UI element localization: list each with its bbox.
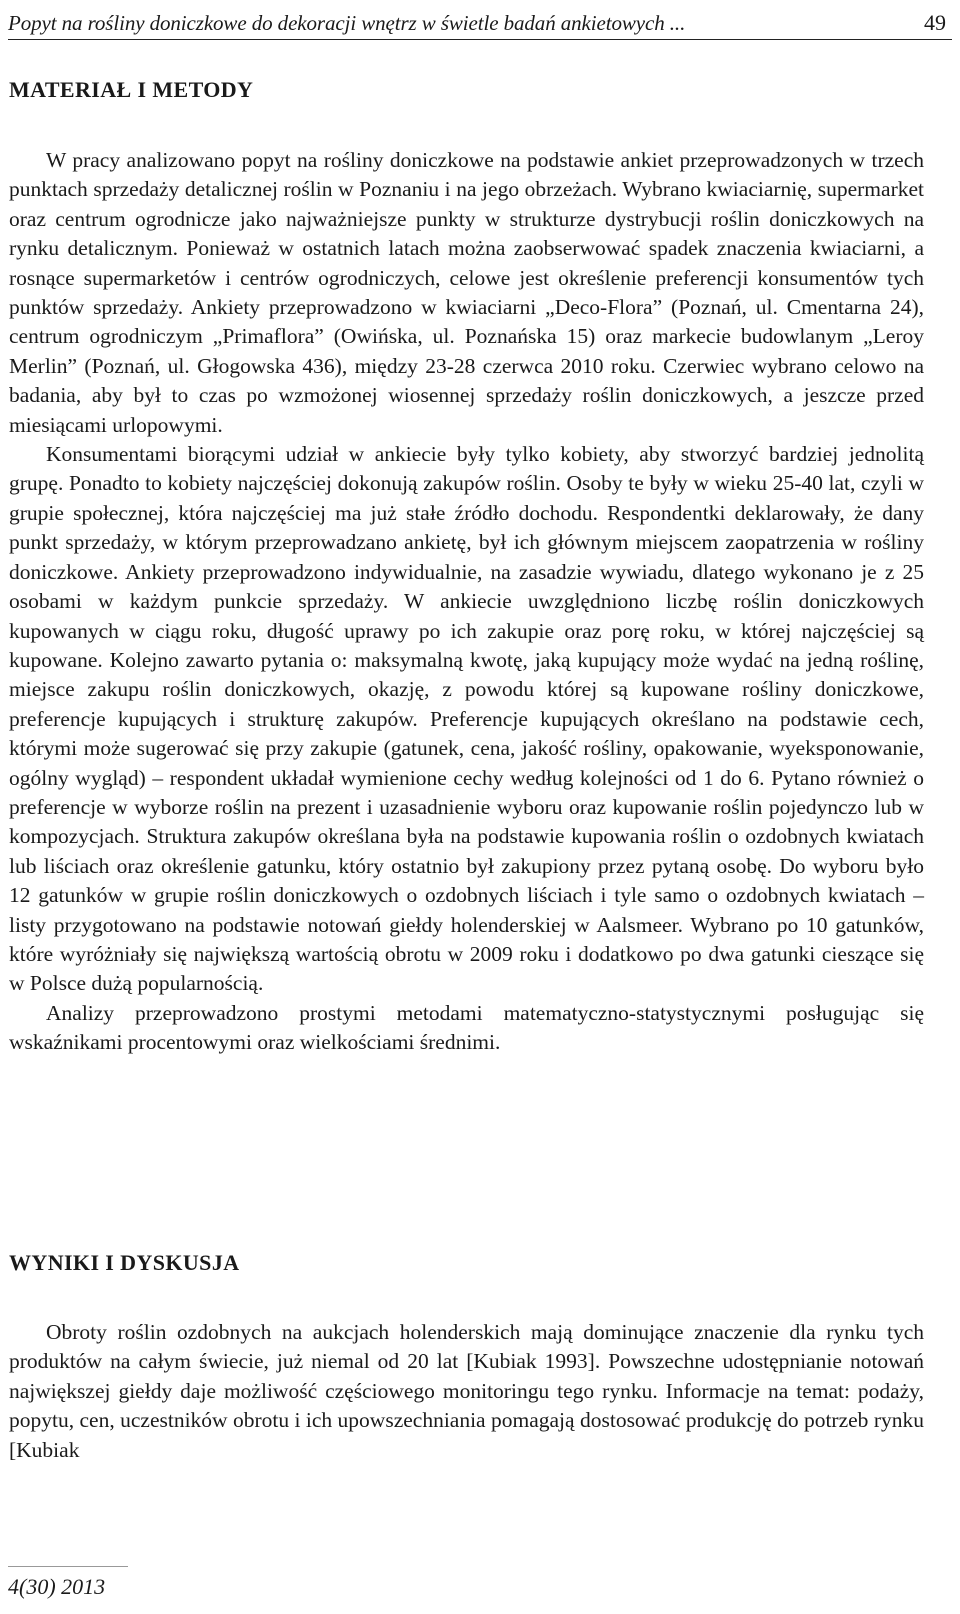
paragraph: W pracy analizowano popyt na rośliny doniczkowe na podstawie ankiet przeprowadzonych w trzech punktach sprzedaży detalicznej roślin w Poznaniu i na jego obrzeżach. Wybrano kwiaciarnię, supermarket oraz centrum ogrodnicze jako najważniejsze punkty w strukturze dystrybucji roślin doniczkowych na rynku detalicznym. Ponieważ w ostatnich latach można zaobserwować spadek znaczenia kwiaciarni, a rosnące supermarketów i centrów ogrodniczych, celowe jest określenie preferencji konsumentów tych punktów sprzedaży. Ankiety przeprowadzono w kwiaciarni „Deco-Flora” (Poznań, ul. Cmentarna 24), centrum ogrodniczym „Primaflora” (Owińska, ul. Poznańska 15) oraz markecie budowlanym „Leroy Merlin” (Poznań, ul. Głogowska 436), między 23-28 czerwca 2010 roku. Czerwiec wybrano celowo na badania, aby był to czas po wzmożonej wiosennej sprzedaży roślin doniczkowych, a jeszcze przed miesiącami urlopowymi. bbox=[9, 148, 924, 437]
footer-divider bbox=[8, 1566, 128, 1567]
section-heading-results: WYNIKI I DYSKUSJA bbox=[9, 1250, 240, 1275]
results-body bbox=[9, 1318, 924, 1465]
page-number: 49 bbox=[924, 10, 946, 35]
running-header bbox=[8, 6, 952, 40]
section-heading-methods: MATERIAŁ I METODY bbox=[9, 77, 254, 102]
paragraph: Analizy przeprowadzono prostymi metodami matematyczno-statystycznymi posługując się wskaźnikami procentowymi oraz wielkościami średnimi. bbox=[9, 1000, 924, 1055]
running-title: Popyt na rośliny doniczkowe do dekoracji wnętrz w świetle badań ankietowych ... bbox=[8, 11, 686, 35]
methods-body bbox=[9, 146, 924, 1058]
paragraph: Obroty roślin ozdobnych na aukcjach holenderskich mają dominujące znaczenie dla rynku tych produktów na całym świecie, już niemal od 20 lat [Kubiak 1993]. Powszechne udostępnianie notowań największej giełdy daje możliwość częściowego monitoringu tego rynku. Informacje na temat: podaży, popytu, cen, uczestników obrotu i ich upowszechniania pomagają dostosować produkcję do potrzeb rynku [Kubiak bbox=[9, 1320, 924, 1462]
journal-issue: 4(30) 2013 bbox=[8, 1574, 106, 1599]
paragraph: Konsumentami biorącymi udział w ankiecie były tylko kobiety, aby stworzyć bardziej jednolitą grupę. Ponadto to kobiety najczęściej dokonują zakupów roślin. Osoby te były w wieku 25-40 lat, czyli w grupie społecznej, która najczęściej ma już stałe źródło dochodu. Respondentki deklarowały, że dany punkt sprzedaży, w którym przeprowadzano ankietę, był ich głównym miejscem zaopatrzenia w rośliny doniczkowe. Ankiety przeprowadzono indywidualnie, na zasadzie wywiadu, dlatego wykonano je z 25 osobami w każdym punkcie sprzedaży. W ankiecie uwzględniono liczbę roślin doniczkowych kupowanych w ciągu roku, długość uprawy po ich zakupie oraz porę roku, w której najczęściej są kupowane. Kolejno zawarto pytania o: maksymalną kwotę, jaką kupujący może wydać na jedną roślinę, miejsce zakupu roślin doniczkowych, okazję, z powodu której są kupowane rośliny doniczkowe, preferencje kupujących i strukturę zakupów. Preferencje kupujących określano na podstawie cech, którymi może sugerować się przy zakupie (gatunek, cena, jakość rośliny, opakowanie, wyeksponowanie, ogólny wygląd) – respondent układał wymienione cechy według kolejności od 1 do 6. Pytano również o preferencje w wyborze roślin na prezent i uzasadnienie wyboru oraz kupowanie roślin pojedynczo lub w kompozycjach. Struktura zakupów określana była na podstawie kupowania roślin o ozdobnych kwiatach lub liściach oraz określenie gatunku, który ostatnio był zakupiony przez pytaną osobę. Do wyboru było 12 gatunków w grupie roślin doniczkowych o ozdobnych liściach i tyle samo o ozdobnych kwiatach – listy przygotowano na podstawie notowań giełdy holenderskiej w Aalsmeer. Wybrano po 10 gatunków, które wyróżniały się największą wartością obrotu w 2009 roku i dodatkowo po dwa gatunki cieszące się w Polsce dużą popularnością. bbox=[9, 442, 924, 996]
